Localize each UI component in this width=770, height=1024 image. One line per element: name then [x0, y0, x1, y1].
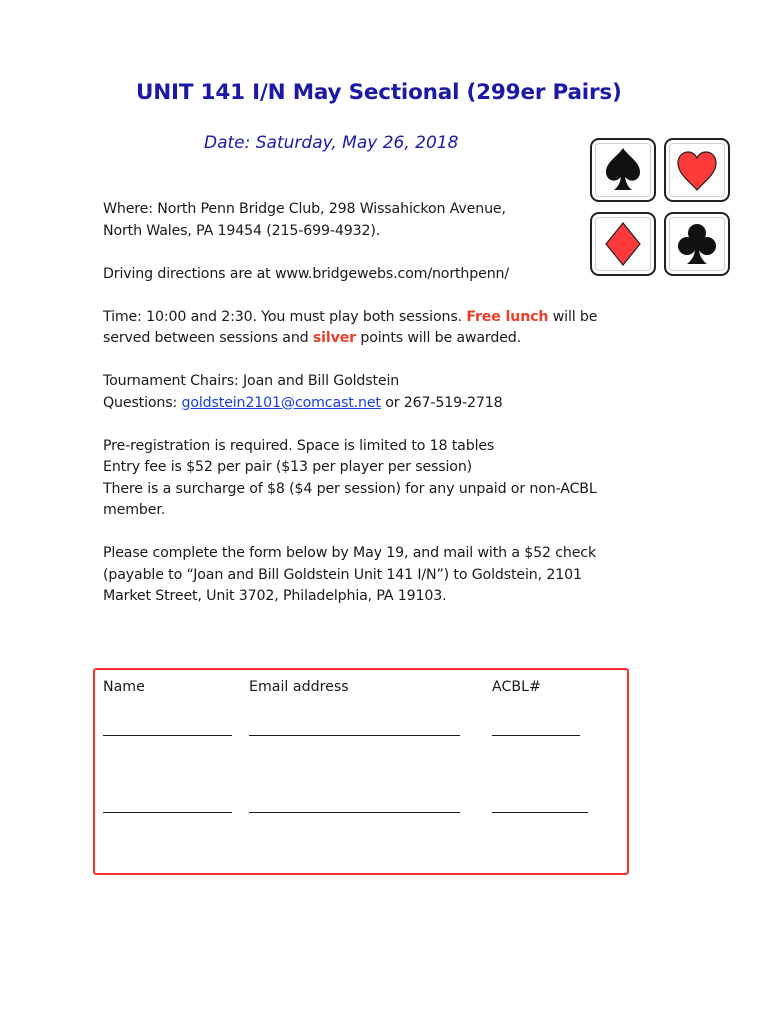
surcharge-line-2: member.: [103, 502, 166, 518]
email-column-label: Email address: [249, 679, 349, 695]
where-line-1: Where: North Penn Bridge Club, 298 Wissahickon Avenue,: [103, 201, 506, 217]
email-field-1[interactable]: [249, 735, 460, 736]
served-line: [103, 328, 603, 350]
served-suffix: points will be awarded.: [356, 330, 522, 346]
chairs-line: Tournament Chairs: Joan and Bill Goldstein: [103, 373, 400, 389]
surcharge-line-1: There is a surcharge of $8 ($4 per session) for any unpaid or non-ACBL: [103, 480, 597, 497]
questions-label: Questions:: [103, 394, 182, 411]
silver-highlight: silver: [312, 330, 357, 346]
spade-card: [590, 138, 656, 202]
email-link[interactable]: goldstein2101@comcast.net: [181, 394, 381, 411]
phone-text: or 267-519-2718: [380, 394, 503, 411]
questions-line: [103, 393, 603, 415]
name-field-1[interactable]: [103, 735, 232, 736]
name-field-2[interactable]: [103, 812, 232, 813]
entry-fee-line: Entry fee is $52 per pair ($13 per player per session): [103, 459, 473, 475]
prereg-line: Pre-registration is required. Space is limited to 18 tables: [103, 437, 495, 454]
spade-icon: [592, 140, 654, 200]
registration-form: [93, 668, 629, 875]
email-field-2[interactable]: [249, 812, 460, 813]
event-date: Date: Saturday, May 26, 2018: [204, 133, 459, 153]
heart-icon: [666, 140, 728, 200]
served-text: served between sessions and: [103, 330, 313, 346]
mail-line-1: Please complete the form below by May 19, and mail with a $52 check: [103, 545, 597, 561]
page-title: UNIT 141 I/N May Sectional (299er Pairs): [136, 80, 622, 105]
acbl-column-label: ACBL#: [492, 679, 541, 695]
where-line-2: North Wales, PA 19454 (215-699-4932).: [103, 222, 381, 239]
heart-card: [664, 138, 730, 202]
mail-line-2: (payable to “Joan and Bill Goldstein Unit 141 I/N”) to Goldstein, 2101: [103, 566, 582, 583]
time-suffix: will be: [548, 308, 598, 325]
directions-line: Driving directions are at www.bridgewebs.com/northpenn/: [103, 265, 510, 282]
mail-line-3: Market Street, Unit 3702, Philadelphia, PA 19103.: [103, 588, 447, 604]
acbl-field-1[interactable]: [492, 735, 580, 736]
name-column-label: Name: [103, 679, 145, 695]
free-lunch-highlight: Free lunch: [466, 308, 549, 325]
time-line: [103, 307, 603, 329]
acbl-field-2[interactable]: [492, 812, 588, 813]
club-icon: [666, 214, 728, 274]
time-text: Time: 10:00 and 2:30. You must play both sessions.: [103, 308, 467, 325]
event-details: [103, 199, 603, 608]
club-card: [664, 212, 730, 276]
card-suits-graphic: [590, 138, 730, 276]
